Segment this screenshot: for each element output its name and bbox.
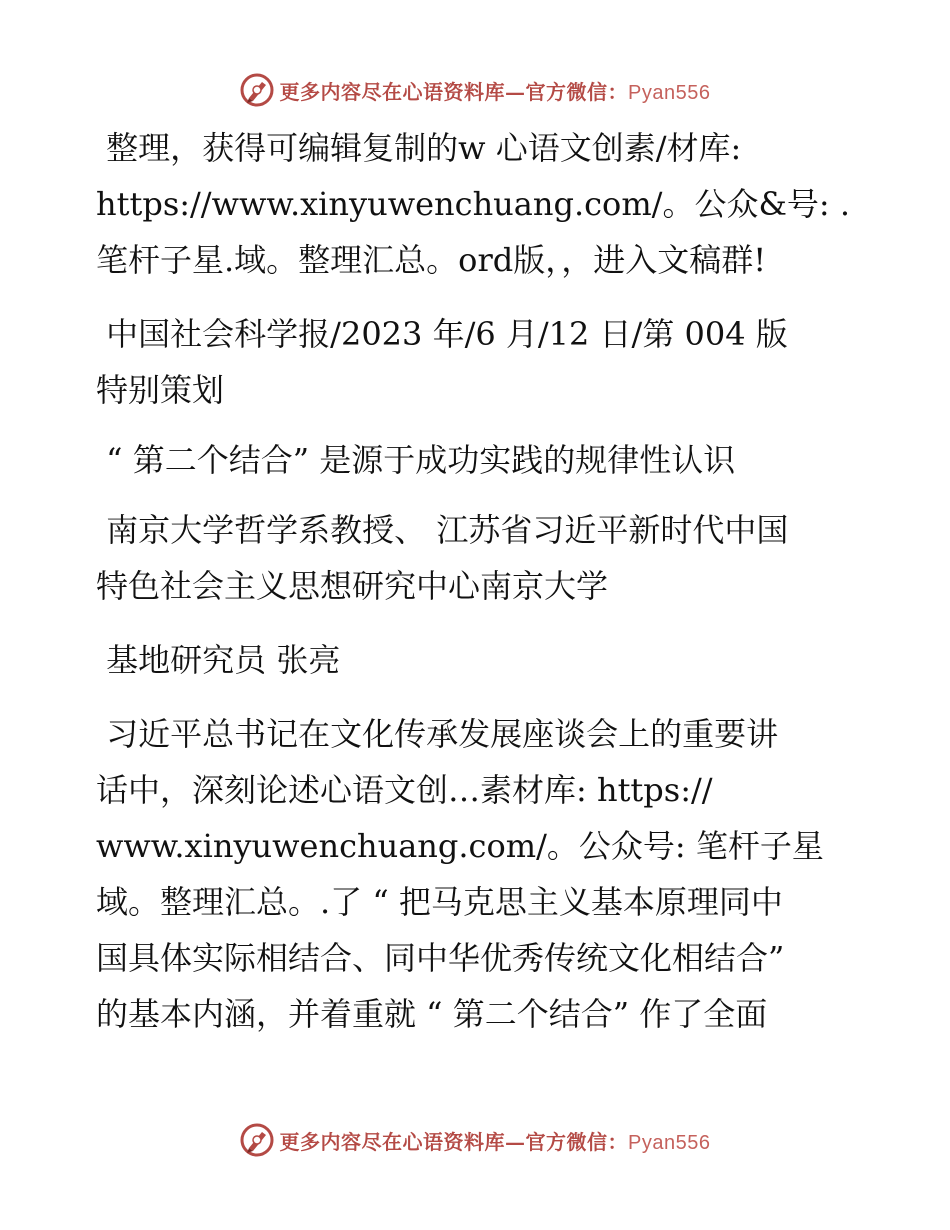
intro-paragraph — [96, 120, 856, 288]
text-line: 特别策划 — [96, 371, 225, 409]
text-line: www.xinyuwenchuang.com/。公众号: 笔杆子星 — [96, 827, 824, 865]
watermark-text: 更多内容尽在心语资料库—官方微信：Pyan556 — [279, 79, 711, 104]
text-line: 习近平总书记在文化传承发展座谈会上的重要讲 — [96, 715, 779, 753]
header-watermark — [0, 70, 950, 110]
wechat-id: Pyan556 — [628, 81, 711, 104]
text-line: 国具体实际相结合、同中华优秀传统文化相结合” — [96, 939, 785, 977]
document-body — [96, 120, 856, 1042]
text-line: 特色社会主义思想研究中心南京大学 — [96, 567, 609, 605]
text-line: 域。整理汇总。.了 “ 把马克思主义基本原理同中 — [96, 883, 783, 921]
article-title: “ 第二个结合” 是源于成功实践的规律性认识 — [96, 441, 736, 479]
seal-logo-icon — [240, 1123, 274, 1157]
text-line: 笔杆子星.域。整理汇总。ord版，，进入文稿群! — [96, 241, 767, 279]
text-line: 中国社会科学报/2023 年/6 月/12 日/第 004 版 — [96, 315, 788, 353]
watermark-text: 更多内容尽在心语资料库—官方微信：Pyan556 — [279, 1129, 711, 1154]
source-line — [96, 306, 856, 418]
seal-logo-icon — [240, 73, 274, 107]
text-line: 的基本内涵，并着重就 “ 第二个结合” 作了全面 — [96, 995, 768, 1033]
author-info — [96, 502, 856, 688]
text-line: 基地研究员 张亮 — [96, 641, 341, 679]
wechat-id: Pyan556 — [628, 1131, 711, 1154]
body-paragraph — [96, 706, 856, 1042]
text-line: 南京大学哲学系教授、 江苏省习近平新时代中国 — [96, 511, 789, 549]
text-line: 话中，深刻论述心语文创…素材库: https:// — [96, 771, 713, 809]
footer-watermark — [0, 1120, 950, 1160]
text-line: https://www.xinyuwenchuang.com/。公众&号: . — [96, 185, 851, 223]
text-line: 整理，获得可编辑复制的w 心语文创素/材库: — [96, 129, 742, 167]
